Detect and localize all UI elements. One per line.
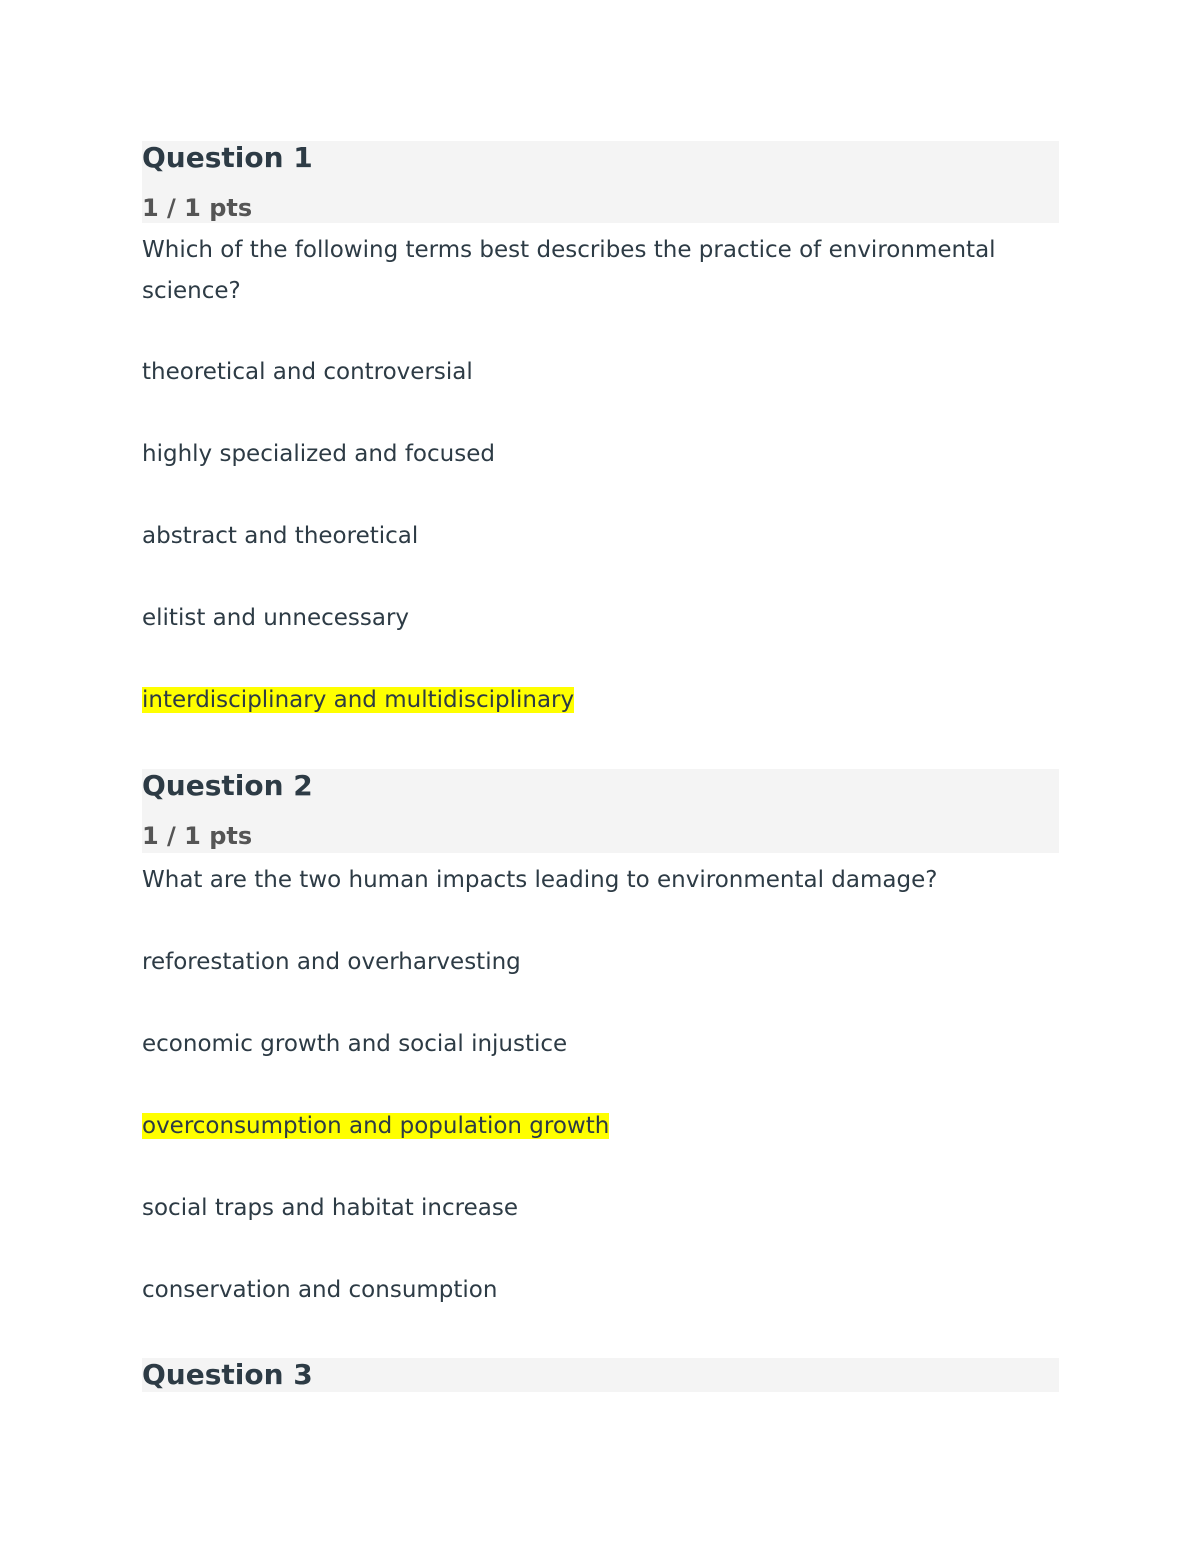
question-header bbox=[142, 141, 1059, 223]
question-1 bbox=[142, 141, 1059, 713]
answer-option-correct[interactable] bbox=[142, 685, 574, 715]
answer-label: economic growth and social injustice bbox=[142, 1031, 568, 1057]
answer-label: abstract and theoretical bbox=[142, 523, 419, 549]
answer-option[interactable] bbox=[142, 947, 521, 977]
question-points: 1 / 1 pts bbox=[142, 194, 253, 222]
answer-option[interactable] bbox=[142, 439, 495, 469]
question-points: 1 / 1 pts bbox=[142, 822, 253, 850]
question-header bbox=[142, 1358, 1059, 1392]
answer-option[interactable] bbox=[142, 521, 418, 551]
question-title: Question 1 bbox=[142, 141, 313, 174]
answer-label: social traps and habitat increase bbox=[142, 1195, 518, 1221]
answer-option-correct[interactable] bbox=[142, 1111, 609, 1141]
answer-label-highlighted: overconsumption and population growth bbox=[142, 1113, 610, 1139]
answer-label-highlighted: interdisciplinary and multidisciplinary bbox=[142, 687, 575, 713]
question-header bbox=[142, 769, 1059, 853]
question-title: Question 3 bbox=[142, 1358, 313, 1391]
question-text: What are the two human impacts leading to environmental damage? bbox=[142, 867, 938, 893]
answer-label: reforestation and overharvesting bbox=[142, 949, 521, 975]
answer-option[interactable] bbox=[142, 603, 409, 633]
question-title: Question 2 bbox=[142, 769, 313, 802]
answer-option[interactable] bbox=[142, 1193, 518, 1223]
answer-option[interactable] bbox=[142, 1275, 497, 1305]
answer-label: elitist and unnecessary bbox=[142, 605, 410, 631]
answer-label: conservation and consumption bbox=[142, 1277, 498, 1303]
answer-label: highly specialized and focused bbox=[142, 441, 495, 467]
answer-label: theoretical and controversial bbox=[142, 359, 473, 385]
question-text: Which of the following terms best describes the practice of environmental science? bbox=[142, 237, 996, 304]
answer-option[interactable] bbox=[142, 357, 473, 387]
question-2 bbox=[142, 769, 1059, 1303]
answer-option[interactable] bbox=[142, 1029, 567, 1059]
question-3 bbox=[142, 1358, 1059, 1392]
